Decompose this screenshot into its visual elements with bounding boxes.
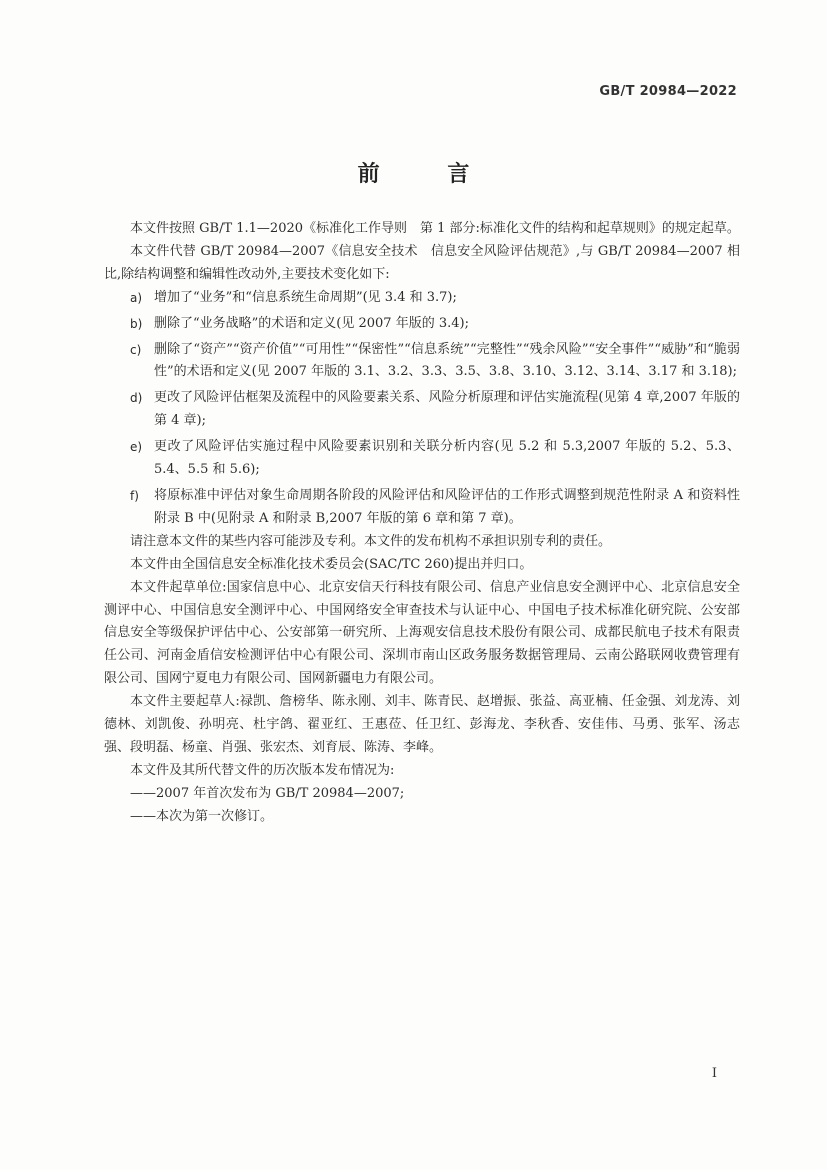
list-marker: f) (130, 488, 139, 503)
list-marker: a) (130, 290, 143, 305)
list-item (104, 485, 740, 531)
list-item (104, 387, 740, 433)
list-item-text: 删除了“资产”“资产价值”“可用性”“保密性”“信息系统”“完整性”“残余风险”“安全事件”“威胁”和“脆弱性”的术语和定义(见 2007 年版的 3.1、3.2、3.3、3.5、3.8、3.10、3.12、3.14、3.17 和 3.18); (154, 341, 740, 380)
history-intro: 本文件及其所代替文件的历次版本发布情况为: (130, 762, 395, 778)
drafting-units-paragraph: 本文件起草单位:国家信息中心、北京安信天行科技有限公司、信息产业信息安全测评中心、北京信息安全测评中心、中国信息安全测评中心、中国网络安全审查技术与认证中心、中国电子技术标准化研究院、公安部信息安全等级保护评估中心、公安部第一研究所、上海观安信息技术股份有限公司、成都民航电子技术有限责任公司、河南金盾信安检测评估中心有限公司、深圳市南山区政务服务数据管理局、云南公路联网收费管理有限公司、国网宁夏电力有限公司、国网新疆电力有限公司。 (104, 579, 740, 687)
foreword-body (104, 218, 740, 829)
paragraph: 本文件按照 GB/T 1.1—2020《标准化工作导则 第 1 部分:标准化文件的结构和起草规则》的规定起草。 (130, 221, 740, 236)
list-item-text: 更改了风险评估实施过程中风险要素识别和关联分析内容(见 5.2 和 5.3,2007 年版的 5.2、5.3、5.4、5.5 和 5.6); (154, 439, 740, 478)
list-marker: e) (130, 440, 143, 455)
list-item (104, 313, 740, 336)
history-item: ——2007 年首次发布为 GB/T 20984—2007; (130, 785, 405, 801)
list-item (104, 436, 740, 482)
list-marker: d) (130, 391, 143, 406)
standard-code: GB/T 20984—2022 (599, 84, 737, 99)
list-item-text: 增加了“业务”和“信息系统生命周期”(见 3.4 和 3.7); (154, 289, 457, 305)
patent-notice: 请注意本文件的某些内容可能涉及专利。本文件的发布机构不承担识别专利的责任。 (130, 533, 612, 549)
list-item-text: 更改了风险评估框架及流程中的风险要素关系、风险分析原理和评估实施流程(见第 4 章,2007 年版的第 4 章); (154, 390, 740, 429)
paragraph: 本文件代替 GB/T 20984—2007《信息安全技术 信息安全风险评估规范》,与 GB/T 20984—2007 相比,除结构调整和编辑性改动外,主要技术变化如下: (104, 243, 740, 282)
page-number: I (711, 1066, 717, 1081)
list-marker: c) (130, 342, 142, 357)
page-title: 前 言 (357, 162, 500, 187)
list-item (104, 287, 740, 310)
history-list (104, 783, 740, 829)
list-item-text: 删除了“业务战略”的术语和定义(见 2007 年版的 3.4); (154, 315, 469, 331)
list-item (104, 339, 740, 385)
drafters-paragraph: 本文件主要起草人:禄凯、詹榜华、陈永刚、刘丰、陈青民、赵增振、张益、高亚楠、任金强、刘龙涛、刘德林、刘凯俊、孙明亮、杜宇鸽、翟亚红、王惠莅、任卫红、彭海龙、李秋香、安佳伟、马勇、张军、汤志强、段明磊、杨童、肖强、张宏杰、刘育辰、陈涛、李峰。 (104, 694, 740, 755)
list-marker: b) (130, 316, 143, 331)
changes-list (104, 287, 740, 531)
list-item-text: 将原标准中评估对象生命周期各阶段的风险评估和风险评估的工作形式调整到规范性附录 A 和资料性附录 B 中(见附录 A 和附录 B,2007 年版的第 6 章和第 7 章)。 (154, 487, 740, 526)
history-item: ——本次为第一次修订。 (130, 808, 274, 824)
proposer-paragraph: 本文件由全国信息安全标准化技术委员会(SAC/TC 260)提出并归口。 (130, 556, 533, 572)
